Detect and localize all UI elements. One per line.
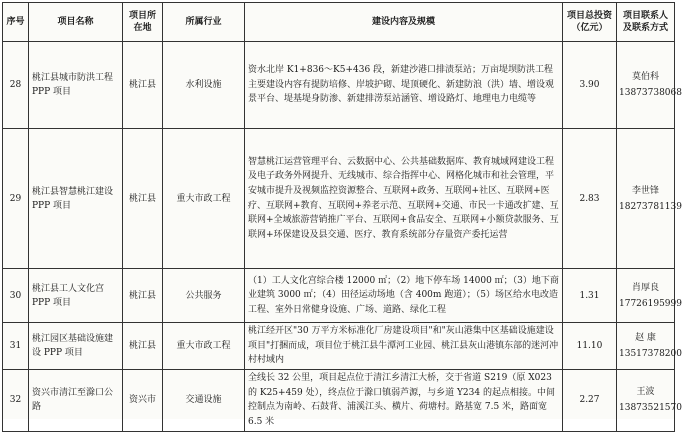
header-content: 建设内容及规模 <box>245 3 563 42</box>
row-location: 桃江县 <box>123 42 163 129</box>
contact-name: 李世锋 <box>631 185 659 196</box>
row-investment: 11.10 <box>563 323 617 370</box>
row-industry: 水利设施 <box>163 42 245 129</box>
row-no: 32 <box>3 369 29 431</box>
header-name: 项目名称 <box>29 3 123 42</box>
row-contact <box>617 269 682 323</box>
table-row <box>3 323 675 370</box>
row-no: 29 <box>3 129 29 269</box>
contact-name: 莫伯科 <box>631 72 659 82</box>
row-industry: 交通设施 <box>163 369 245 431</box>
row-location: 资兴市 <box>123 369 163 431</box>
row-no: 30 <box>3 269 29 323</box>
row-no: 31 <box>3 323 29 370</box>
row-contact <box>617 129 682 269</box>
project-table-page <box>2 2 682 427</box>
header-investment: 项目总投资（亿元） <box>563 3 617 42</box>
row-project-name: 桃江县工人文化宫 PPP 项目 <box>29 269 123 323</box>
row-content: 资水北岸 K1+836～K5+436 段，新建沙港口排渍泵站；万亩堤坝防洪工程主要建设内容有提防培修、岸坡护砌、堤顶硬化、新建防浪（洪）墙、增设观景平台、堤基堤身防渗、新建排涝泵站涵管、增设路灯、地理电力电缆等 <box>245 42 563 129</box>
row-location: 桃江县 <box>123 323 163 370</box>
table-row <box>3 129 675 269</box>
header-location: 项目所在地 <box>123 3 163 42</box>
row-content: （1）工人文化宫综合楼 12000 ㎡；（2）地下停车场 14000 ㎡；（3）地下商业建筑 3000 ㎡；（4）田径运动场地（含 400m 跑道）；（5）场区给水电改造工程、室外日常健身设施、广场、道路、绿化工程 <box>245 269 563 323</box>
contact-phone: 13517378200 <box>619 348 682 359</box>
table-row <box>3 269 675 323</box>
row-investment: 3.90 <box>563 42 617 129</box>
table-row <box>3 369 675 431</box>
contact-phone: 17726195999 <box>619 298 682 309</box>
header-industry: 所属行业 <box>163 3 245 42</box>
row-industry: 重大市政工程 <box>163 323 245 370</box>
row-content: 桃江经开区"30 万平方米标准化厂房建设项目"和"灰山港集中区基础设施建设项目"打捆而成，项目位于桃江县牛潭河工业园、桃江县灰山港镇东部的迷河冲村村域内 <box>245 323 563 370</box>
row-content: 全线长 32 公里，项目起点位于清江乡清江大桥，交于省道 S219（原 X023 的 K25+459 处），终点位于滁口镇弱芦源，与乡道 Y234 的起点相接。中间控制点为南岭、石鼓背、浦溪江头、横片、荷塘村。路基宽 7.5 米，路面宽 6.5 米 <box>245 369 563 431</box>
contact-phone: 18273781139 <box>619 201 682 212</box>
contact-name: 赵 康 <box>635 332 656 343</box>
row-location: 桃江县 <box>123 269 163 323</box>
row-industry: 公共服务 <box>163 269 245 323</box>
table-row <box>3 42 675 129</box>
row-investment: 2.83 <box>563 129 617 269</box>
header-contact: 项目联系人及联系方式 <box>617 3 675 42</box>
contact-name: 肖厚良 <box>631 282 659 293</box>
row-investment: 1.31 <box>563 269 617 323</box>
row-project-name: 桃江县城市防洪工程 PPP 项目 <box>29 42 123 129</box>
project-table <box>2 2 682 432</box>
row-contact <box>617 369 682 431</box>
header-no: 序号 <box>3 3 29 42</box>
row-location: 桃江县 <box>123 129 163 269</box>
row-investment: 2.27 <box>563 369 617 431</box>
row-industry: 重大市政工程 <box>163 129 245 269</box>
contact-name: 王波 <box>636 387 655 398</box>
row-project-name: 桃江园区基础设施建设 PPP 项目 <box>29 323 123 370</box>
contact-phone: 13873738068 <box>619 88 682 98</box>
row-project-name: 桃江县智慧桃江建设 PPP 项目 <box>29 129 123 269</box>
row-contact <box>617 42 682 129</box>
row-no: 28 <box>3 42 29 129</box>
row-content: 智慧桃江运营管理平台、云数据中心、公共基础数据库、教育城域网建设工程及电子政务外网提升、无线城市、综合指挥中心、网格化城市和社会管理，平安城市提升及视频监控资源整合、互联网+政务、互联网+社区、互联网+医疗、互联网+教育、互联网+养老示范、互联网+交通、市民一卡通改扩建、互联网+全域旅游营销推广平台、互联网+食品安全、互联网+小额贷款服务、互联网+环保建设及县交通、医疗、教育系统部分存量资产委托运营 <box>245 129 563 269</box>
row-contact <box>617 323 682 370</box>
table-header-row <box>3 3 675 42</box>
row-project-name: 资兴市清江至滁口公路 <box>29 369 123 431</box>
contact-phone: 13873521570 <box>619 403 682 414</box>
